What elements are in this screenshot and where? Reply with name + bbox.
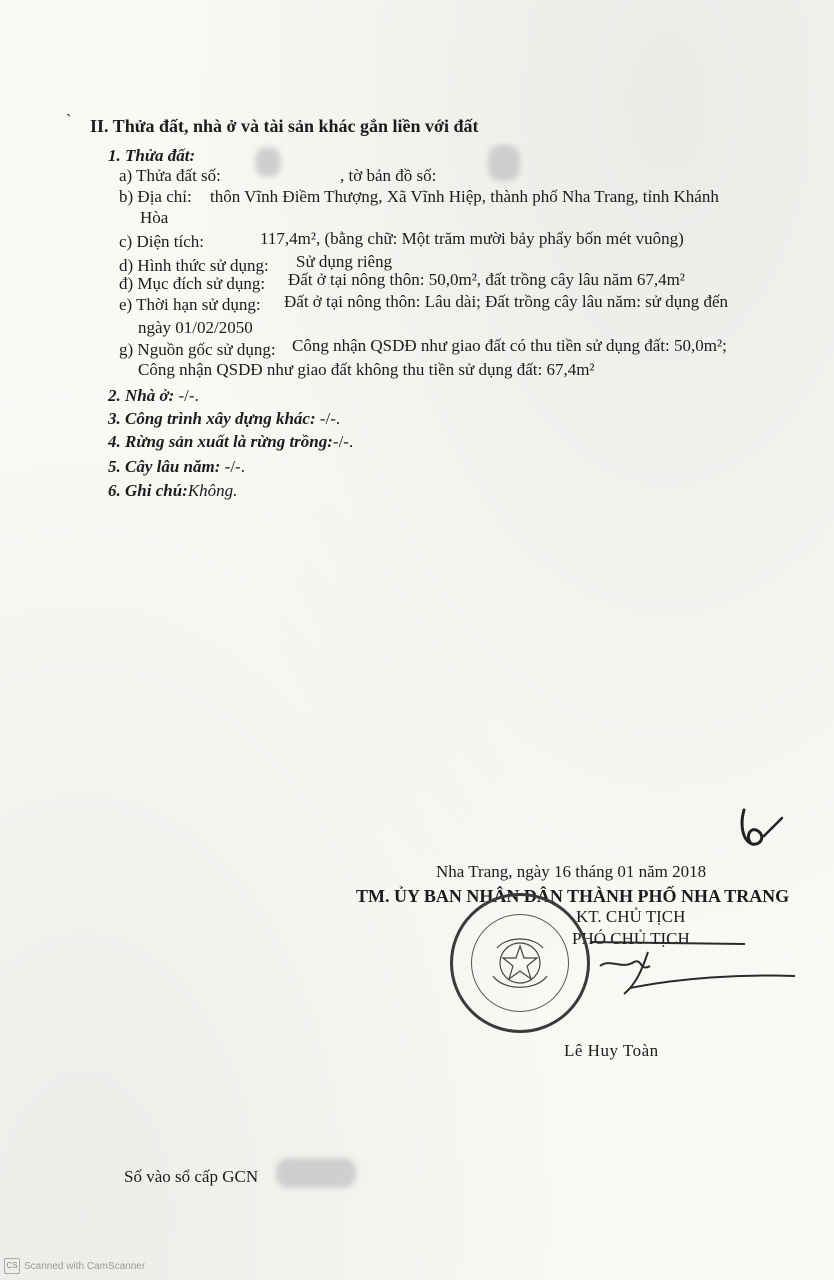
scan-mark: ˋ: [66, 112, 72, 129]
redacted-registry-number: [276, 1158, 356, 1188]
house-value: -/-.: [178, 386, 199, 405]
stamp-emblem: [453, 896, 587, 1030]
parcel-label: a) Thửa đất số:: [119, 166, 221, 185]
map-label: , tờ bản đồ số:: [340, 166, 437, 185]
origin-value-line1: Công nhận QSDĐ như giao đất có thu tiền sử dụng đất: 50,0m²;: [292, 336, 727, 355]
signer-name: Lê Huy Toàn: [564, 1041, 659, 1060]
perennial-value: -/-.: [224, 457, 245, 476]
other-works-value: -/-.: [319, 409, 341, 428]
purpose-label: đ) Mục đích sử dụng:: [119, 274, 266, 293]
address-label: b) Địa chỉ:: [119, 187, 192, 206]
place-date: Nha Trang, ngày 16 tháng 01 năm 2018: [436, 862, 707, 881]
origin-value-line2: Công nhận QSDĐ như giao đất không thu tiền sử dụng đất: 67,4m²: [138, 360, 595, 379]
address-value-line1: thôn Vĩnh Điềm Thượng, Xã Vĩnh Hiệp, thành phố Nha Trang, tỉnh Khánh: [210, 187, 719, 206]
perennial-label: 5. Cây lâu năm:: [108, 457, 221, 476]
form-value: Sử dụng riêng: [296, 252, 393, 271]
other-works-label: 3. Công trình xây dựng khác:: [108, 409, 316, 428]
form-label: d) Hình thức sử dụng:: [119, 256, 269, 275]
note-label: 6. Ghi chú:: [108, 481, 188, 500]
address-value-line2: Hòa: [140, 208, 169, 227]
term-label: e) Thời hạn sử dụng:: [119, 295, 261, 314]
role-vice-chair: PHÓ CHỦ TỊCH: [572, 929, 690, 948]
registry-label: Số vào sổ cấp GCN: [124, 1167, 259, 1186]
house-label: 2. Nhà ở:: [108, 386, 175, 405]
official-stamp: [450, 893, 590, 1033]
forest-label: 4. Rừng sản xuất là rừng trồng:: [108, 432, 333, 451]
section-heading: II. Thửa đất, nhà ở và tài sản khác gắn liền với đất: [90, 116, 479, 136]
origin-label: g) Nguồn gốc sử dụng:: [119, 340, 276, 359]
purpose-value: Đất ở tại nông thôn: 50,0m², đất trồng cây lâu năm 67,4m²: [288, 270, 685, 289]
handwritten-mark: [736, 806, 786, 850]
camscanner-icon: CS: [4, 1258, 20, 1274]
area-value: 117,4m², (bằng chữ: Một trăm mười bảy phẩy bốn mét vuông): [260, 229, 684, 248]
area-label: c) Diện tích:: [119, 232, 204, 251]
term-value-line2: ngày 01/02/2050: [138, 318, 253, 337]
forest-value: -/-.: [332, 432, 354, 451]
land-title: 1. Thửa đất:: [108, 146, 196, 165]
term-value-line1: Đất ở tại nông thôn: Lâu dài; Đất trồng cây lâu năm: sử dụng đến: [284, 292, 729, 311]
role-vice-chair-for: KT. CHỦ TỊCH: [576, 907, 686, 926]
redacted-map-number: [488, 145, 520, 181]
scanner-label: Scanned with CamScanner: [24, 1260, 146, 1272]
signature: [590, 930, 800, 1010]
authority-title: TM. ỦY BAN NHÂN DÂN THÀNH PHỐ NHA TRANG: [356, 886, 790, 906]
scanner-watermark: [4, 1258, 145, 1274]
redacted-parcel-number: [255, 147, 281, 177]
note-value: Không.: [187, 481, 238, 500]
